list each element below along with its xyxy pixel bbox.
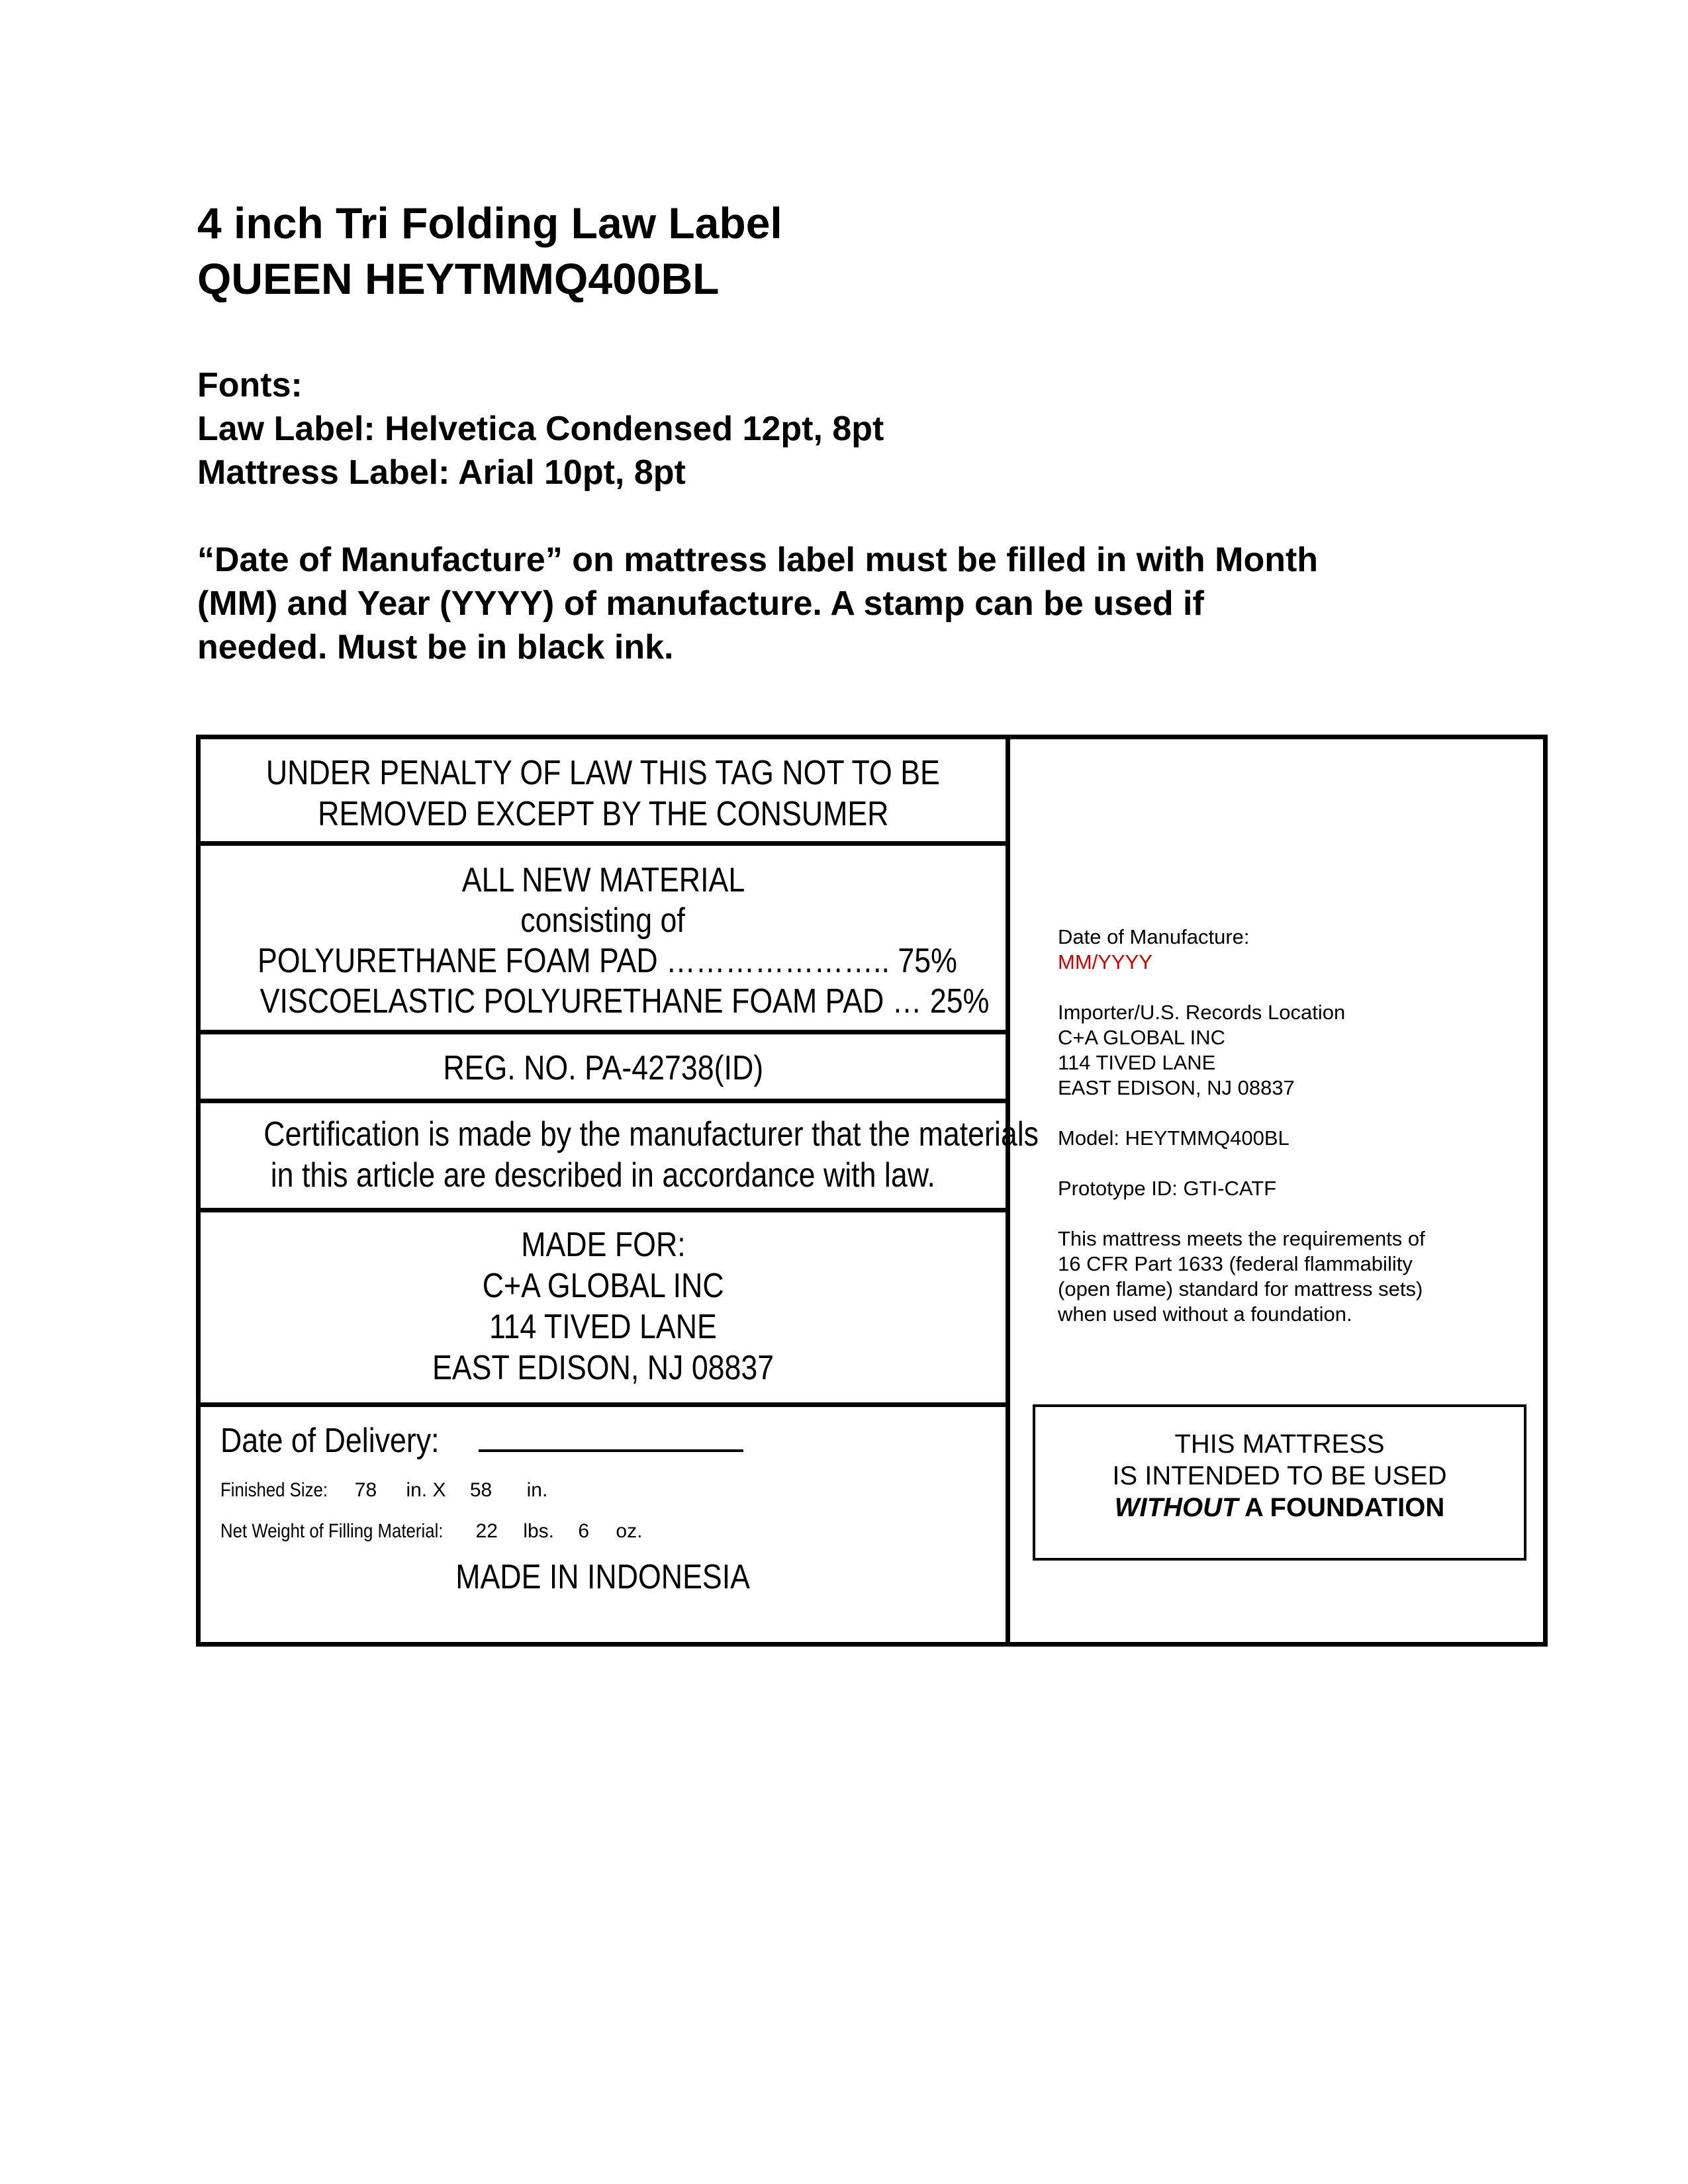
mattress-label-text (1058, 925, 1425, 1327)
material-content-line: POLYURETHANE FOAM PAD ………………….. 75% (258, 942, 957, 980)
delivery-row (220, 1420, 743, 1461)
material-subheading: consisting of (520, 901, 686, 940)
delivery-section (201, 1407, 1006, 1642)
fonts-mattress-label: Mattress Label: Arial 10pt, 8pt (197, 453, 686, 492)
manufacture-date-value: MM/YYYY (1058, 950, 1152, 974)
foundation-warning-box (1033, 1404, 1526, 1561)
manufacture-date-label: Date of Manufacture: (1058, 925, 1250, 948)
finished-width: 58 (469, 1479, 492, 1501)
warning-line: IS INTENDED TO BE USED (1112, 1461, 1447, 1490)
net-weight-oz: 6 (578, 1520, 590, 1542)
warning-emphasis-word: WITHOUT (1114, 1493, 1239, 1522)
finished-length-unit: in. X (406, 1479, 446, 1501)
material-section (201, 846, 1006, 1034)
certification-line: in this article are described in accordance with law. (270, 1156, 936, 1195)
penalty-line: UNDER PENALTY OF LAW THIS TAG NOT TO BE (265, 754, 941, 792)
warning-line: THIS MATTRESS (1174, 1430, 1385, 1459)
delivery-blank-line (479, 1420, 743, 1452)
certification-line: Certification is made by the manufacturer that the materials (263, 1115, 1039, 1154)
warning-line-emphasis (1035, 1492, 1524, 1524)
made-for-heading: MADE FOR: (520, 1226, 686, 1264)
certification-section (201, 1103, 1039, 1212)
mattress-label-panel (1010, 739, 1543, 1642)
made-for-section (201, 1212, 1006, 1407)
finished-width-unit: in. (526, 1479, 548, 1501)
registration-section (201, 1034, 1006, 1103)
penalty-section (201, 739, 1006, 846)
delivery-label: Date of Delivery: (220, 1422, 440, 1460)
net-weight-label: Net Weight of Filling Material: (220, 1520, 444, 1542)
prototype-id: Prototype ID: GTI-CATF (1058, 1177, 1277, 1200)
made-for-street: 114 TIVED LANE (489, 1308, 717, 1346)
requirements-line: This mattress meets the requirements of (1058, 1227, 1425, 1250)
label-proof (196, 735, 1548, 1647)
oz-unit: oz. (616, 1520, 643, 1542)
net-weight-lbs: 22 (475, 1520, 498, 1542)
importer-city: EAST EDISON, NJ 08837 (1058, 1076, 1295, 1099)
note-line: needed. Must be in black ink. (197, 628, 674, 666)
material-content-line: VISCOELASTIC POLYURETHANE FOAM PAD … 25% (259, 982, 990, 1021)
requirements-line: when used without a foundation. (1058, 1302, 1352, 1326)
penalty-line: REMOVED EXCEPT BY THE CONSUMER (317, 795, 889, 833)
registration-number: REG. NO. PA-42738(ID) (443, 1049, 763, 1087)
fonts-law-label: Law Label: Helvetica Condensed 12pt, 8pt (197, 410, 884, 448)
net-weight-row (220, 1520, 642, 1543)
finished-size-label: Finished Size: (220, 1479, 328, 1501)
importer-street: 114 TIVED LANE (1058, 1051, 1216, 1074)
fonts-heading: Fonts: (197, 366, 303, 404)
page-header (197, 195, 1318, 669)
model-number: Model: HEYTMMQ400BL (1058, 1126, 1289, 1150)
finished-size-row (220, 1479, 547, 1502)
warning-emphasis-rest: A FOUNDATION (1238, 1493, 1445, 1522)
note-line: (MM) and Year (YYYY) of manufacture. A stamp can be used if (197, 584, 1204, 623)
finished-length: 78 (354, 1479, 377, 1501)
note-line: “Date of Manufacture” on mattress label must be filled in with Month (197, 541, 1319, 579)
importer-company: C+A GLOBAL INC (1058, 1026, 1225, 1049)
country-of-origin (201, 1557, 1006, 1598)
requirements-line: 16 CFR Part 1633 (federal flammability (1058, 1252, 1413, 1275)
made-for-city: EAST EDISON, NJ 08837 (432, 1349, 774, 1387)
law-label-panel (201, 739, 1039, 1642)
material-heading: ALL NEW MATERIAL (461, 861, 745, 899)
requirements-line: (open flame) standard for mattress sets) (1058, 1277, 1423, 1300)
made-for-company: C+A GLOBAL INC (482, 1267, 724, 1305)
made-in-text: MADE IN INDONESIA (455, 1558, 751, 1596)
importer-heading: Importer/U.S. Records Location (1058, 1001, 1346, 1024)
fonts-spec (197, 363, 1318, 494)
page-subtitle: QUEEN HEYTMMQ400BL (197, 254, 720, 303)
manufacture-date-note (197, 538, 1318, 669)
lbs-unit: lbs. (523, 1520, 555, 1542)
page-title: 4 inch Tri Folding Law Label (197, 199, 782, 248)
